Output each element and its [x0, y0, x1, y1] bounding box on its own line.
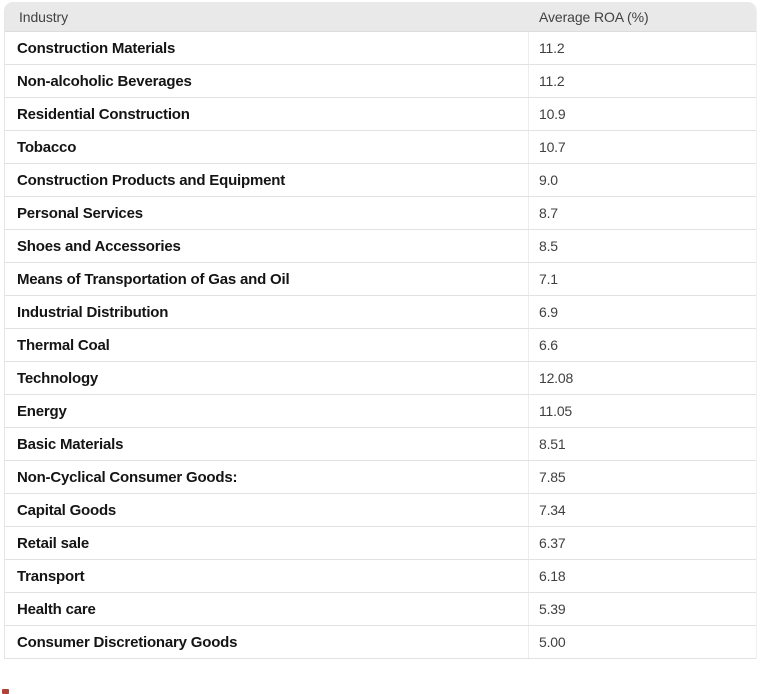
table-row — [5, 65, 756, 98]
industry-cell: Construction Products and Equipment — [5, 164, 529, 196]
table-row — [5, 527, 756, 560]
roa-value-cell: 8.51 — [539, 436, 566, 452]
roa-value-cell: 7.1 — [539, 271, 558, 287]
roa-value-cell: 9.0 — [539, 172, 558, 188]
table-row — [5, 428, 756, 461]
table-row — [5, 197, 756, 230]
industry-cell: Consumer Discretionary Goods — [5, 626, 529, 658]
roa-value-cell: 6.6 — [539, 337, 558, 353]
roa-value-cell: 7.34 — [539, 502, 566, 518]
roa-value-cell: 6.37 — [539, 535, 566, 551]
roa-value-cell: 10.7 — [539, 139, 566, 155]
table-row — [5, 230, 756, 263]
table-row — [5, 164, 756, 197]
industry-cell: Residential Construction — [5, 98, 529, 130]
table-row — [5, 32, 756, 65]
table-row — [5, 461, 756, 494]
industry-cell: Energy — [5, 395, 529, 427]
industry-cell: Construction Materials — [5, 32, 529, 64]
table-row — [5, 395, 756, 428]
table-row — [5, 494, 756, 527]
table-row — [5, 626, 756, 659]
table-row — [5, 131, 756, 164]
table-header-row — [5, 2, 756, 32]
industry-cell: Capital Goods — [5, 494, 529, 526]
roa-value-cell: 5.39 — [539, 601, 566, 617]
industry-cell: Health care — [5, 593, 529, 625]
roa-value-cell: 5.00 — [539, 634, 566, 650]
roa-value-cell: 7.85 — [539, 469, 566, 485]
industry-cell: Non-alcoholic Beverages — [5, 65, 529, 97]
industry-cell: Basic Materials — [5, 428, 529, 460]
roa-value-cell: 11.05 — [539, 403, 572, 419]
roa-table — [4, 2, 757, 659]
table-row — [5, 593, 756, 626]
industry-cell: Personal Services — [5, 197, 529, 229]
table-row — [5, 263, 756, 296]
roa-value-cell: 8.5 — [539, 238, 558, 254]
industry-cell: Industrial Distribution — [5, 296, 529, 328]
industry-cell: Transport — [5, 560, 529, 592]
roa-value-cell: 11.2 — [539, 40, 565, 56]
roa-value-cell: 11.2 — [539, 73, 565, 89]
industry-cell: Retail sale — [5, 527, 529, 559]
table-row — [5, 329, 756, 362]
column-header-average-roa: Average ROA (%) — [539, 8, 649, 25]
table-row — [5, 98, 756, 131]
industry-cell: Means of Transportation of Gas and Oil — [5, 263, 529, 295]
roa-value-cell: 8.7 — [539, 205, 558, 221]
table-row — [5, 560, 756, 593]
table-row — [5, 362, 756, 395]
industry-cell: Technology — [5, 362, 529, 394]
column-header-industry: Industry — [19, 8, 68, 25]
industry-cell: Thermal Coal — [5, 329, 529, 361]
table-row — [5, 296, 756, 329]
industry-cell: Non-Cyclical Consumer Goods: — [5, 461, 529, 493]
roa-value-cell: 6.9 — [539, 304, 558, 320]
roa-value-cell: 12.08 — [539, 370, 574, 386]
roa-value-cell: 10.9 — [539, 106, 566, 122]
roa-value-cell: 6.18 — [539, 568, 566, 584]
industry-cell: Shoes and Accessories — [5, 230, 529, 262]
industry-cell: Tobacco — [5, 131, 529, 163]
table-body — [5, 32, 756, 659]
red-corner-marker — [2, 689, 9, 694]
